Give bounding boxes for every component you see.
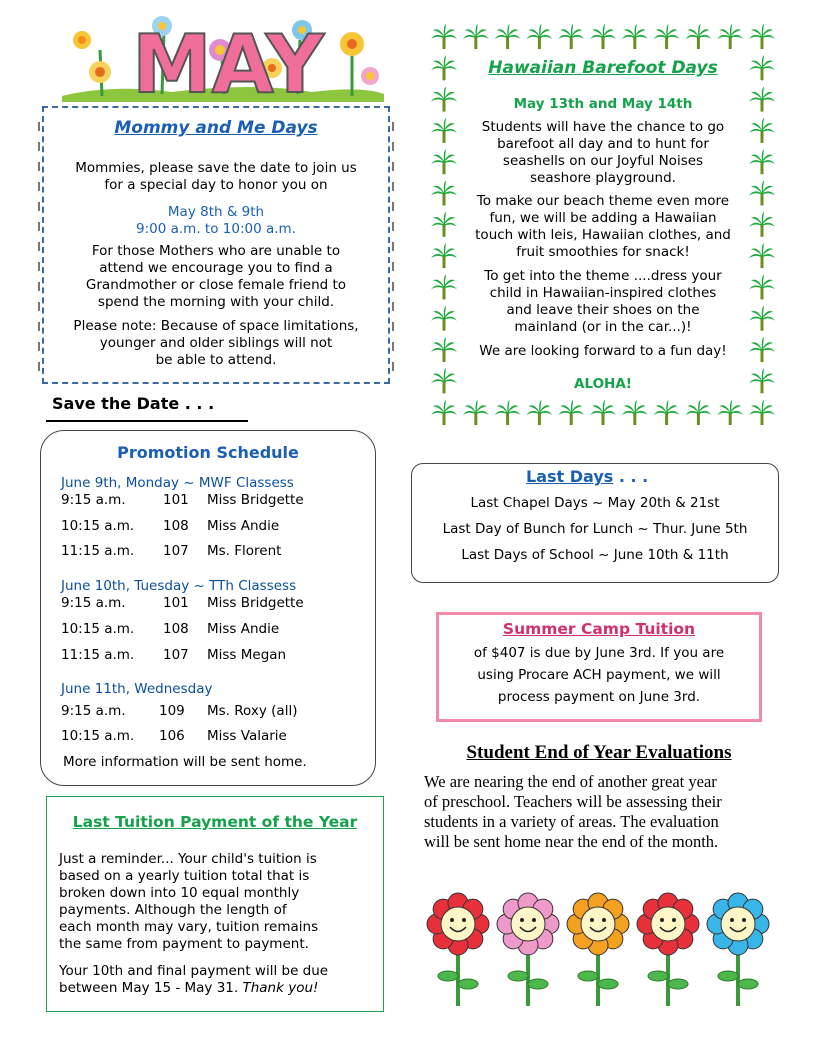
last-days-dots: . . . [618, 467, 649, 486]
palm-tree-icon [558, 24, 584, 49]
mommy-intro-line: for a special day to honor you on [104, 177, 328, 193]
promotion-schedule-box [40, 430, 376, 786]
last-days-box [411, 463, 779, 583]
smiling-flower-icon [707, 893, 769, 1006]
evaluations-title: Student End of Year Evaluations [466, 742, 732, 763]
row-room: 108 [163, 518, 189, 534]
row-teacher: Miss Megan [207, 647, 287, 663]
promotion-group-heading: June 9th, Monday ~ MWF Classess [61, 475, 294, 491]
palm-tree-icon [749, 118, 775, 143]
palm-tree-icon [749, 181, 775, 206]
palm-tree-icon [749, 149, 775, 174]
smiling-flowers-illustration [420, 888, 780, 1010]
palm-tree-icon [717, 400, 743, 425]
evaluations-line: of preschool. Teachers will be assessing their [424, 792, 722, 811]
mommy-para2-line: attend we encourage you to find a [99, 260, 333, 276]
evaluations-line: We are nearing the end of another great year [424, 772, 717, 791]
promotion-row [61, 703, 361, 721]
palm-tree-icon [431, 24, 457, 49]
palm-tree-icon [749, 87, 775, 112]
hawaii-para3-line: child in Hawaiian-inspired clothes [489, 285, 717, 301]
promotion-row [61, 543, 361, 561]
tuition-line: Your 10th and final payment will be due [59, 963, 329, 979]
row-room: 108 [163, 621, 189, 637]
palm-tree-icon [431, 87, 457, 112]
row-room: 106 [159, 728, 185, 744]
hawaii-closing: ALOHA! [574, 376, 632, 392]
promotion-row [61, 492, 361, 510]
palm-tree-icon [431, 118, 457, 143]
camp-line: process payment on June 3rd. [497, 689, 701, 705]
mommy-intro-line: Mommies, please save the date to join us [75, 160, 357, 176]
tuition-line: based on a yearly tuition total that is [59, 868, 310, 884]
tuition-line: the same from payment to payment. [59, 936, 309, 952]
palm-tree-icon [654, 24, 680, 49]
summer-camp-box [436, 612, 762, 722]
last-days-item: Last Day of Bunch for Lunch ~ Thur. June 5th [442, 521, 748, 537]
hawaiian-days-box [430, 22, 776, 432]
hawaii-para2-line: fun, we will be adding a Hawaiian [489, 210, 717, 226]
mommy-note-line: be able to attend. [155, 352, 277, 368]
palm-tree-icon [463, 24, 489, 49]
palm-tree-icon [749, 368, 775, 393]
palm-tree-icon [431, 306, 457, 331]
promotion-row [61, 647, 361, 665]
palm-tree-icon [526, 24, 552, 49]
row-time: 11:15 a.m. [61, 543, 135, 559]
last-days-title-text: Last Days [526, 467, 614, 486]
row-teacher: Ms. Florent [207, 543, 282, 559]
palm-tree-icon [590, 400, 616, 425]
smiling-flower-icon [637, 893, 699, 1006]
camp-line: using Procare ACH payment, we will [477, 667, 721, 683]
hawaii-para1-line: seashells on our Joyful Noises [502, 153, 704, 169]
palm-tree-icon [749, 24, 775, 49]
palm-tree-icon [431, 368, 457, 393]
promotion-row [61, 621, 361, 639]
promotion-group-heading: June 11th, Wednesday [61, 681, 213, 697]
hawaii-para2-line: touch with leis, Hawaiian clothes, and [475, 227, 731, 243]
row-time: 9:15 a.m. [61, 492, 126, 508]
evaluations-body [424, 772, 774, 852]
hawaii-para3-line: mainland (or in the car...)! [514, 319, 692, 335]
palm-tree-icon [749, 243, 775, 268]
tuition-line [59, 980, 375, 997]
may-word: MAY [132, 18, 324, 102]
palm-tree-icon [749, 274, 775, 299]
camp-title: Summer Camp Tuition [502, 620, 696, 638]
mommy-time: 9:00 a.m. to 10:00 a.m. [136, 221, 296, 237]
row-time: 10:15 a.m. [61, 621, 135, 637]
hawaii-para1-line: seashore playground. [530, 170, 676, 186]
evaluations-line: students in a variety of areas. The evaluation [424, 812, 719, 831]
palm-tree-icon [495, 24, 521, 49]
row-teacher: Ms. Roxy (all) [207, 703, 298, 719]
smiling-flower-icon [497, 893, 559, 1006]
row-time: 9:15 a.m. [61, 595, 126, 611]
row-room: 107 [163, 647, 189, 663]
row-room: 101 [163, 492, 189, 508]
palm-tree-icon [431, 400, 457, 425]
tuition-deadline: between May 15 - May 31. [59, 980, 239, 996]
palm-tree-icon [431, 337, 457, 362]
hawaii-para1-line: Students will have the chance to go [481, 119, 725, 135]
row-teacher: Miss Andie [207, 621, 280, 637]
palm-tree-icon [431, 274, 457, 299]
palm-tree-icon [622, 24, 648, 49]
palm-tree-icon [558, 400, 584, 425]
tuition-line: broken down into 10 equal monthly [59, 885, 300, 901]
hawaii-title: Hawaiian Barefoot Days [488, 58, 718, 78]
promotion-footer: More information will be sent home. [63, 754, 307, 770]
palm-tree-icon [590, 24, 616, 49]
promotion-row [61, 518, 361, 536]
tuition-title: Last Tuition Payment of the Year [72, 813, 358, 831]
last-tuition-box [46, 796, 384, 1012]
last-days-item: Last Chapel Days ~ May 20th & 21st [470, 495, 720, 511]
hawaii-para2-line: To make our beach theme even more [476, 193, 730, 209]
mommy-title: Mommy and Me Days [114, 118, 318, 138]
palm-tree-icon [685, 400, 711, 425]
palm-tree-icon [431, 181, 457, 206]
hawaii-para3-line: and leave their shoes on the [506, 302, 700, 318]
save-the-date-underline [46, 420, 248, 422]
palm-tree-icon [622, 400, 648, 425]
row-time: 9:15 a.m. [61, 703, 126, 719]
hawaii-para3-line: To get into the theme ....dress your [484, 268, 722, 284]
evaluations-line: will be sent home near the end of the month. [424, 832, 719, 851]
camp-line: of $407 is due by June 3rd. If you are [473, 645, 725, 661]
mommy-date: May 8th & 9th [167, 204, 265, 220]
last-days-title [526, 467, 648, 486]
save-the-date-heading: Save the Date . . . [52, 394, 215, 413]
palm-tree-icon [749, 212, 775, 237]
palm-tree-icon [749, 400, 775, 425]
hawaii-para1-line: barefoot all day and to hunt for [497, 136, 709, 152]
palm-tree-icon [431, 212, 457, 237]
mommy-para2-line: spend the morning with your child. [97, 294, 335, 310]
last-days-item: Last Days of School ~ June 10th & 11th [461, 547, 729, 563]
palm-tree-icon [749, 337, 775, 362]
palm-tree-icon [685, 24, 711, 49]
hawaii-para4: We are looking forward to a fun day! [479, 343, 727, 359]
mommy-note-line: Please note: Because of space limitations, [73, 318, 359, 334]
row-room: 101 [163, 595, 189, 611]
row-teacher: Miss Andie [207, 518, 280, 534]
row-time: 10:15 a.m. [61, 728, 135, 744]
mommy-note-line: younger and older siblings will not [99, 335, 333, 351]
row-teacher: Miss Bridgette [207, 492, 304, 508]
row-teacher: Miss Bridgette [207, 595, 304, 611]
may-banner [52, 10, 392, 102]
palm-tree-icon [431, 243, 457, 268]
tuition-line: each month may vary, tuition remains [59, 919, 319, 935]
tuition-line: payments. Although the length of [59, 902, 287, 918]
palm-tree-icon [431, 149, 457, 174]
smiling-flower-icon [427, 893, 489, 1006]
row-room: 107 [163, 543, 189, 559]
palm-tree-icon [654, 400, 680, 425]
mommy-para2-line: For those Mothers who are unable to [91, 243, 341, 259]
hawaii-para2-line: fruit smoothies for snack! [516, 244, 690, 260]
row-time: 10:15 a.m. [61, 518, 135, 534]
palm-tree-icon [749, 306, 775, 331]
palm-tree-icon [463, 400, 489, 425]
palm-tree-icon [526, 400, 552, 425]
smiling-flower-icon [567, 893, 629, 1006]
promotion-group-heading: June 10th, Tuesday ~ TTh Classess [61, 578, 297, 594]
tuition-thanks: Thank you! [242, 980, 319, 996]
palm-tree-icon [495, 400, 521, 425]
may-flowers-illustration [52, 10, 392, 102]
tuition-line: Just a reminder... Your child's tuition is [59, 851, 317, 867]
palm-tree-icon [717, 24, 743, 49]
mommy-and-me-box [42, 106, 390, 384]
promotion-row [61, 728, 361, 746]
mommy-para2-line: Grandmother or close female friend to [85, 277, 347, 293]
row-teacher: Miss Valarie [207, 728, 287, 744]
row-room: 109 [159, 703, 185, 719]
hawaii-dates: May 13th and May 14th [513, 96, 693, 112]
promotion-row [61, 595, 361, 613]
row-time: 11:15 a.m. [61, 647, 135, 663]
promotion-title: Promotion Schedule [117, 443, 299, 462]
